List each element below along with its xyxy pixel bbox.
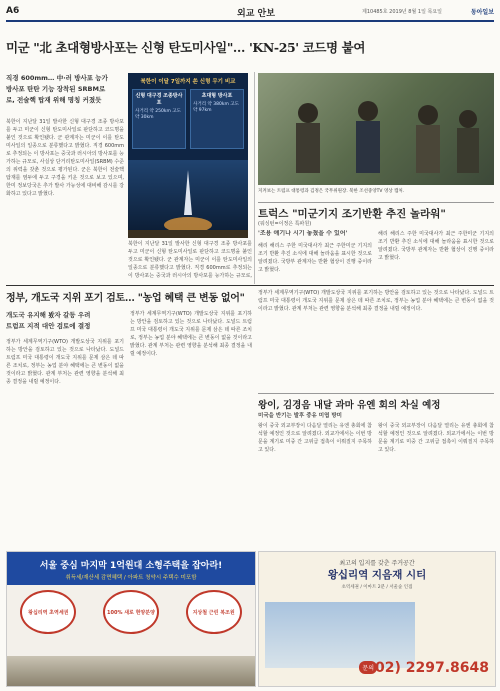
missile-comparison-graphic (128, 73, 248, 238)
ad1-building-image (7, 656, 255, 686)
ad2-tagline: 최고의 입지를 갖춘 주거공간 (339, 560, 415, 567)
ad1-title: 서울 중심 마지막 1억원대 소형주택을 잡아라! (7, 552, 255, 573)
issue-date: 제10485호 2019년 8월 1일 목요일 (362, 9, 442, 15)
news-photo (258, 73, 494, 185)
ad2-phone-label: 문의 (359, 661, 377, 674)
article2-subhead-2: 트럼프 지적 대안 검토에 결정 (6, 322, 91, 330)
article2-body-col3: 정부가 세계무역기구(WTO) 개발도상국 지위를 포기하는 방안을 검토하고 있는 것으로 나타났다. 도널드 트럼프 미국 대통령이 개도국 지위를 문제 삼은 데 따른 조치로, 정부는 농업 분야 혜택에는 큰 변동이 없을 것이라고 밝혔다. 관계 부처는 관련 영향을 분석해 최종 결정을 내릴 예정이다. (258, 290, 494, 312)
section-label: 외교 안보 (237, 9, 275, 19)
side-story-body-1: 해리 해리스 주한 미국대사가 최근 주한미군 기지의 조기 반환 추진 소식에 대해 놀라움을 표시한 것으로 알려졌다. 국방부 관계자는 반환 협상이 진행 중이라고 밝혔다. (258, 243, 372, 273)
graphic-box-1-spec: 사거리 약 250km 고도 약 30km (135, 109, 181, 120)
ad1-badge-3: 지상철 근린 복조원 (186, 590, 242, 634)
ad2-building-image (265, 602, 415, 668)
page-header (6, 4, 494, 22)
housing-ad-right (258, 551, 496, 687)
side-story-body-2: 해리 해리스 주한 미국대사가 최근 주한미군 기지의 조기 반환 추진 소식에 대해 놀라움을 표시한 것으로 알려졌다. 국방부 관계자는 반환 협상이 진행 중이라고 밝혔다. (378, 231, 494, 261)
ad1-badge-1: 왕십리역 초역세권 (20, 590, 76, 634)
newspaper-logo: 동아일보 (470, 9, 494, 16)
article3-headline: 왕이, 김경음 내달 과마 유엔 회의 차실 예정 (258, 400, 441, 411)
graphic-box-1 (132, 89, 186, 149)
graphic-box-2 (190, 89, 244, 149)
ad2-phone-number: 02) 2297.8648 (374, 660, 489, 676)
main-subhead-3: 로, 전술핵 탑재 위해 명칭 커졌듯 (6, 96, 102, 104)
ad1-subtitle: 취득세/재산세 감면혜택 / 아파트 청약시 주택수 미포함 (7, 573, 255, 585)
launch-image (128, 160, 248, 238)
article2-headline: 정부, 개도국 지위 포기 검토… "농업 혜택 큰 변동 없어" (6, 293, 245, 304)
graphic-box-2-name: 초대형 방사포 (201, 93, 233, 99)
section-rule (6, 285, 494, 286)
ad1-badge-2: 100% 새로 현양분양 (103, 590, 159, 634)
side-story-byline: (워싱턴=이정은 특파원) (258, 221, 312, 227)
housing-ad-left (6, 551, 256, 687)
article3-rule (258, 393, 494, 394)
article3-body-col2: 왕이 중국 외교부장이 다음달 열리는 유엔 총회에 참석할 예정인 것으로 알려졌다. 외교가에서는 이번 방문을 계기로 미중 간 고위급 접촉이 이뤄질지 주목하고 있다. (378, 423, 494, 453)
article3-body-col1: 왕이 중국 외교부장이 다음달 열리는 유엔 총회에 참석할 예정인 것으로 알려졌다. 외교가에서는 이번 방문을 계기로 미중 간 고위급 접촉이 이뤄질지 주목하고 있다. (258, 423, 372, 453)
ad2-features: 초역세권 / 이마트 2분 / 서울숲 인접 (341, 585, 413, 590)
main-headline: 미군 "北 초대형방사포는 신형 탄도미사일"… 'KN-25' 코드명 붙여 (6, 40, 365, 55)
article2-subhead-1: 개도국 유지해 봤자 갈등 우려 (6, 311, 91, 319)
page-number: A6 (6, 6, 20, 16)
article3-subhead: 미국을 반기는 발후 중유 미엽 방미 (258, 413, 342, 419)
side-story-title: 트럭스 "미군기지 조기반환 추진 놀라워" (258, 208, 446, 220)
graphic-title: 북한이 이달 7일까지 쏜 신형 무기 비교 (140, 79, 236, 85)
side-story-quote: '조용 얘기나 시기 놓쳤을 수 있어' (258, 230, 348, 237)
article2-body-col2: 정부가 세계무역기구(WTO) 개발도상국 지위를 포기하는 방안을 검토하고 있는 것으로 나타났다. 도널드 트럼프 미국 대통령이 개도국 지위를 문제 삼은 데 따른 조치로, 정부는 농업 분야 혜택에는 큰 변동이 없을 것이라고 밝혔다. 관계 부처는 관련 영향을 분석해 최종 결정을 내릴 예정이다. (130, 311, 252, 357)
photo-caption: 지켜보는 트럼프 대통령과 김정은 국무위원장. 북한 조선중앙TV 영상 캡처. (258, 189, 405, 194)
crowd-photo-icon (258, 73, 494, 185)
main-subhead-2: 방사포 탄탄 기능 장착된 SRBM로 (6, 85, 106, 93)
missile-launch-icon (128, 160, 248, 238)
ad2-title: 왕십리역 지음재 시티 (327, 569, 427, 581)
main-subhead-1: 직경 600mm… 中·러 방사포 능가 (6, 74, 108, 82)
main-body-col1: 북한이 지난달 31일 발사한 신형 대구경 조종 방사포를 두고 미군이 신형 탄도미사일로 판단하고 코드명을 붙인 것으로 확인됐다. 군 관계자는 미군이 이를 탄도미사일의 일종으로 분류했다고 밝혔다. 직경 600mm로 추정되는 이 방사포는 중국과 러시아의 방사포를 능가하는 규모로, 사실상 단거리탄도미사일(SRBM) 수준의 위력을 갖춘 것으로 평가된다. 군은 북한이 전술핵 탑재를 염두에 두고 구경을 키운 것으로 보고 있으며, 한미 정보당국은 추가 발사 가능성에 대비해 감시를 강화하고 있다고 밝혔다. (6, 119, 124, 197)
side-story-rule (258, 202, 494, 203)
graphic-box-2-spec: 사거리 약 380km 고도 약 97km (193, 102, 239, 113)
graphic-box-1-name: 신형 대구경 조종방사포 (135, 93, 183, 106)
article2-body-col1: 정부가 세계무역기구(WTO) 개발도상국 지위를 포기하는 방안을 검토하고 있는 것으로 나타났다. 도널드 트럼프 미국 대통령이 개도국 지위를 문제 삼은 데 따른 조치로, 정부는 농업 분야 혜택에는 큰 변동이 없을 것이라고 밝혔다. 관계 부처는 관련 영향을 분석해 최종 결정을 내릴 예정이다. (6, 339, 124, 385)
column-divider (254, 72, 255, 284)
main-body-col2: 북한이 지난달 31일 발사한 신형 대구경 조종 방사포를 두고 미군이 신형 탄도미사일로 판단하고 코드명을 붙인 것으로 확인됐다. 군 관계자는 미군이 이를 탄도미사일의 일종으로 분류했다고 밝혔다. 직경 600mm로 추정되는 이 방사포는 중국과 러시아의 방사포를 능가하는 규모로, (128, 241, 252, 279)
